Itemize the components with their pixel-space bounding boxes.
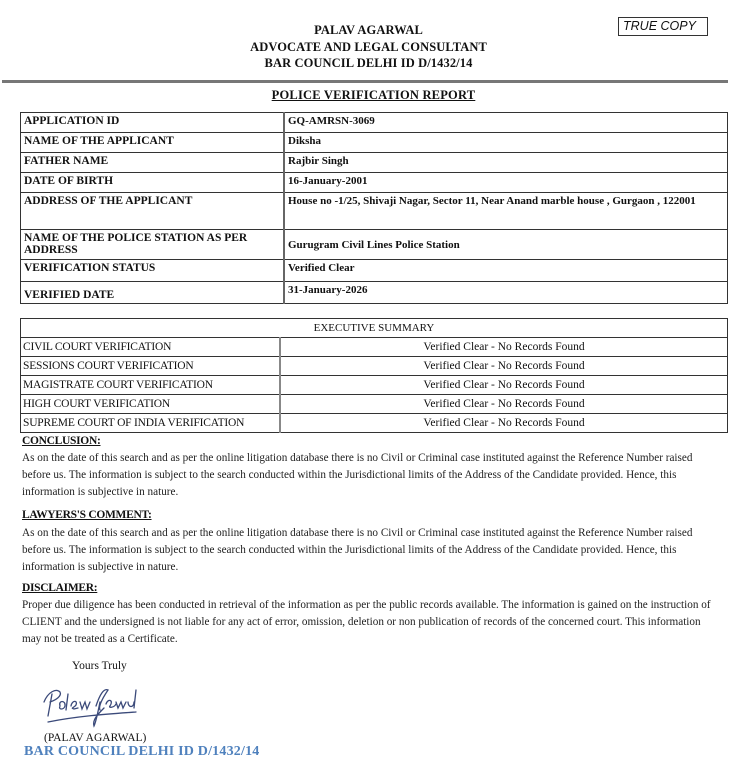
true-copy-stamp: TRUE COPY bbox=[618, 17, 708, 36]
row-value: Verified Clear bbox=[284, 260, 728, 282]
table-row bbox=[21, 133, 728, 153]
row-value: Verified Clear - No Records Found bbox=[280, 338, 728, 357]
row-value: Verified Clear - No Records Found bbox=[280, 414, 728, 433]
advocate-designation: ADVOCATE AND LEGAL CONSULTANT bbox=[250, 39, 487, 54]
advocate-bar-id: BAR COUNCIL DELHI ID D/1432/14 bbox=[264, 56, 473, 70]
row-label: FATHER NAME bbox=[21, 153, 285, 173]
advocate-name: PALAV AGARWAL bbox=[314, 23, 423, 37]
row-label: VERIFIED DATE bbox=[21, 282, 285, 304]
executive-summary-table bbox=[20, 318, 728, 433]
table-row bbox=[21, 193, 728, 230]
row-value: Verified Clear - No Records Found bbox=[280, 395, 728, 414]
table-row bbox=[21, 395, 728, 414]
table-header-row bbox=[21, 319, 728, 338]
disclaimer-heading: DISCLAIMER: bbox=[22, 582, 98, 594]
table-row bbox=[21, 376, 728, 395]
conclusion-text: As on the date of this search and as per the online litigation database there is no Civil or Criminal case instituted against the Reference Number raised before us. The information is subject to the search conducted within the Jurisdictional limits of the Address of the Candidate provided. Hence, this information is subjective in nature. bbox=[22, 452, 693, 498]
table-row bbox=[21, 357, 728, 376]
table-row bbox=[21, 230, 728, 260]
closing-salutation: Yours Truly bbox=[72, 660, 127, 672]
row-label: MAGISTRATE COURT VERIFICATION bbox=[21, 376, 281, 395]
signatory-name: (PALAV AGARWAL) bbox=[44, 732, 147, 744]
row-label: DATE OF BIRTH bbox=[21, 173, 285, 193]
row-value: 31-January-2026 bbox=[284, 282, 728, 304]
lawyers-comment-text: As on the date of this search and as per the online litigation database there is no Civil or Criminal case instituted against the Reference Number raised before us. The information is subject to the search conducted within the Jurisdictional limits of the Address of the Candidate provided. Hence, this information is subjective in nature. bbox=[22, 527, 693, 573]
row-value: Verified Clear - No Records Found bbox=[280, 357, 728, 376]
row-value: Verified Clear - No Records Found bbox=[280, 376, 728, 395]
row-label: CIVIL COURT VERIFICATION bbox=[21, 338, 281, 357]
row-value: Gurugram Civil Lines Police Station bbox=[284, 230, 728, 260]
row-label: SUPREME COURT OF INDIA VERIFICATION bbox=[21, 414, 281, 433]
table-row bbox=[21, 113, 728, 133]
row-value: House no -1/25, Shivaji Nagar, Sector 11, Near Anand marble house , Gurgaon , 122001 bbox=[284, 193, 728, 230]
applicant-details-table bbox=[20, 112, 728, 304]
report-title: POLICE VERIFICATION REPORT bbox=[271, 88, 476, 102]
row-label: APPLICATION ID bbox=[21, 113, 285, 133]
table-row bbox=[21, 173, 728, 193]
row-value: Diksha bbox=[284, 133, 728, 153]
signature-icon bbox=[38, 680, 148, 730]
row-label: NAME OF THE POLICE STATION AS PER ADDRESS bbox=[21, 230, 285, 260]
table-row bbox=[21, 282, 728, 304]
header-divider bbox=[2, 80, 728, 83]
row-value: Rajbir Singh bbox=[284, 153, 728, 173]
conclusion-heading: CONCLUSION: bbox=[22, 435, 101, 447]
row-value: GQ-AMRSN-3069 bbox=[284, 113, 728, 133]
table-row bbox=[21, 260, 728, 282]
table-row bbox=[21, 338, 728, 357]
disclaimer-text: Proper due diligence has been conducted in retrieval of the information as per the public records available. The information is gained on the instruction of CLIENT and the undersigned is not liable for any act of error, omission, deletion or non publication of records of the concerned court. This information may not be treated as a Certificate. bbox=[22, 599, 711, 645]
row-label: NAME OF THE APPLICANT bbox=[21, 133, 285, 153]
table-row bbox=[21, 414, 728, 433]
row-label: VERIFICATION STATUS bbox=[21, 260, 285, 282]
executive-summary-title: EXECUTIVE SUMMARY bbox=[21, 319, 728, 338]
row-label: SESSIONS COURT VERIFICATION bbox=[21, 357, 281, 376]
row-value: 16-January-2001 bbox=[284, 173, 728, 193]
lawyers-comment-heading: LAWYERS'S COMMENT: bbox=[22, 509, 152, 521]
row-label: ADDRESS OF THE APPLICANT bbox=[21, 193, 285, 230]
table-row bbox=[21, 153, 728, 173]
row-label: HIGH COURT VERIFICATION bbox=[21, 395, 281, 414]
signatory-bar-id: BAR COUNCIL DELHI ID D/1432/14 bbox=[24, 744, 260, 759]
